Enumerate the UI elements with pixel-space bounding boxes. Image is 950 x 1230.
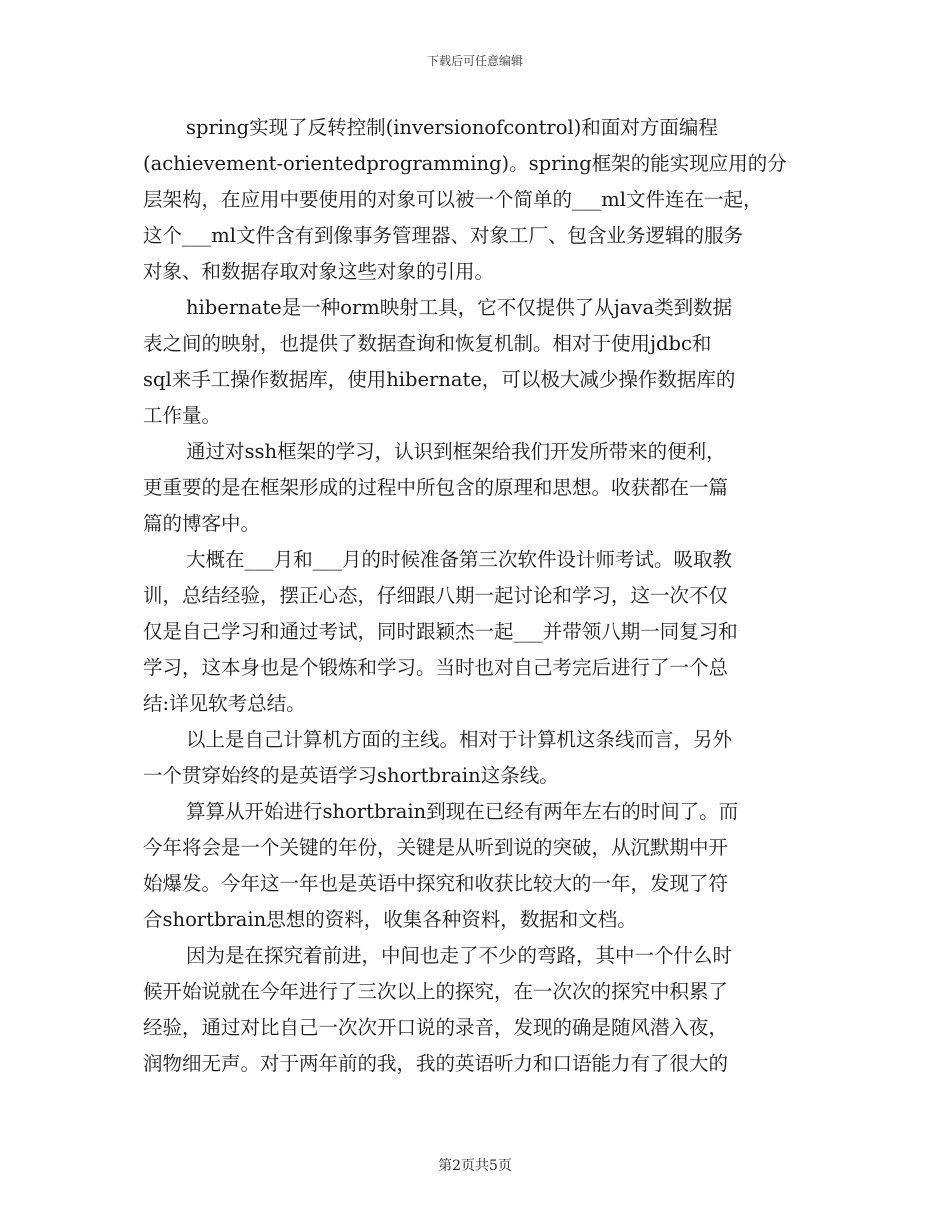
- text-line: 训，总结经验，摆正心态，仔细跟八期一起讨论和学习，这一次不仅: [143, 584, 729, 607]
- text-line: (achievement-orientedprogramming)。spring框架的能实现应用的分: [143, 152, 787, 175]
- text-line: 学习，这本身也是个锻炼和学习。当时也对自己考完后进行了一个总: [143, 656, 729, 679]
- text-line: 表之间的映射，也提供了数据查询和恢复机制。相对于使用jdbc和: [143, 332, 712, 355]
- text-line: 对象、和数据存取对象这些对象的引用。: [143, 260, 495, 283]
- text-line: 润物细无声。对于两年前的我，我的英语听力和口语能力有了很大的: [143, 1052, 729, 1075]
- text-line: 更重要的是在框架形成的过程中所包含的原理和思想。收获都在一篇: [143, 476, 729, 499]
- text-line: 始爆发。今年这一年也是英语中探究和收获比较大的一年，发现了符: [143, 872, 729, 895]
- text-line: 今年将会是一个关键的年份，关键是从听到说的突破，从沉默期中开: [143, 836, 729, 859]
- text-line: 层架构，在应用中要使用的对象可以被一个简单的___ml文件连在一起，: [143, 188, 763, 211]
- text-line: 候开始说就在今年进行了三次以上的探究，在一次次的探究中积累了: [143, 980, 729, 1003]
- text-line: 经验，通过对比自己一次次开口说的录音，发现的确是随风潜入夜，: [143, 1016, 729, 1039]
- text-line: 以上是自己计算机方面的主线。相对于计算机这条线而言，另外: [186, 728, 733, 751]
- text-line: 因为是在探究着前进，中间也走了不少的弯路，其中一个什么时: [186, 944, 733, 967]
- text-line: sql来手工操作数据库，使用hibernate，可以极大减少操作数据库的: [143, 368, 736, 391]
- text-line: 这个___ml文件含有到像事务管理器、对象工厂、包含业务逻辑的服务: [143, 224, 743, 247]
- text-line: 大概在___月和___月的时候准备第三次软件设计师考试。吸取教: [186, 548, 733, 571]
- text-line: 篇的博客中。: [143, 512, 261, 535]
- text-line: hibernate是一种orm映射工具，它不仅提供了从java类到数据: [186, 296, 733, 319]
- text-line: 一个贯穿始终的是英语学习shortbrain这条线。: [143, 764, 559, 787]
- text-line: 算算从开始进行shortbrain到现在已经有两年左右的时间了。而: [186, 800, 739, 823]
- text-line: 合shortbrain思想的资料，收集各种资料，数据和文档。: [143, 908, 637, 931]
- page-header: 下载后可任意编辑: [426, 54, 523, 68]
- text-line: 工作量。: [143, 404, 222, 427]
- document-body: [143, 110, 811, 1082]
- text-line: 仅是自己学习和通过考试，同时跟颖杰一起___并带领八期一同复习和: [143, 620, 738, 643]
- text-line: 通过对ssh框架的学习，认识到框架给我们开发所带来的便利，: [186, 440, 726, 463]
- page-footer: 第2页共5页: [438, 1158, 512, 1174]
- text-line: 结:详见软考总结。: [143, 692, 306, 715]
- text-line: spring实现了反转控制(inversionofcontrol)和面对方面编程: [186, 116, 718, 139]
